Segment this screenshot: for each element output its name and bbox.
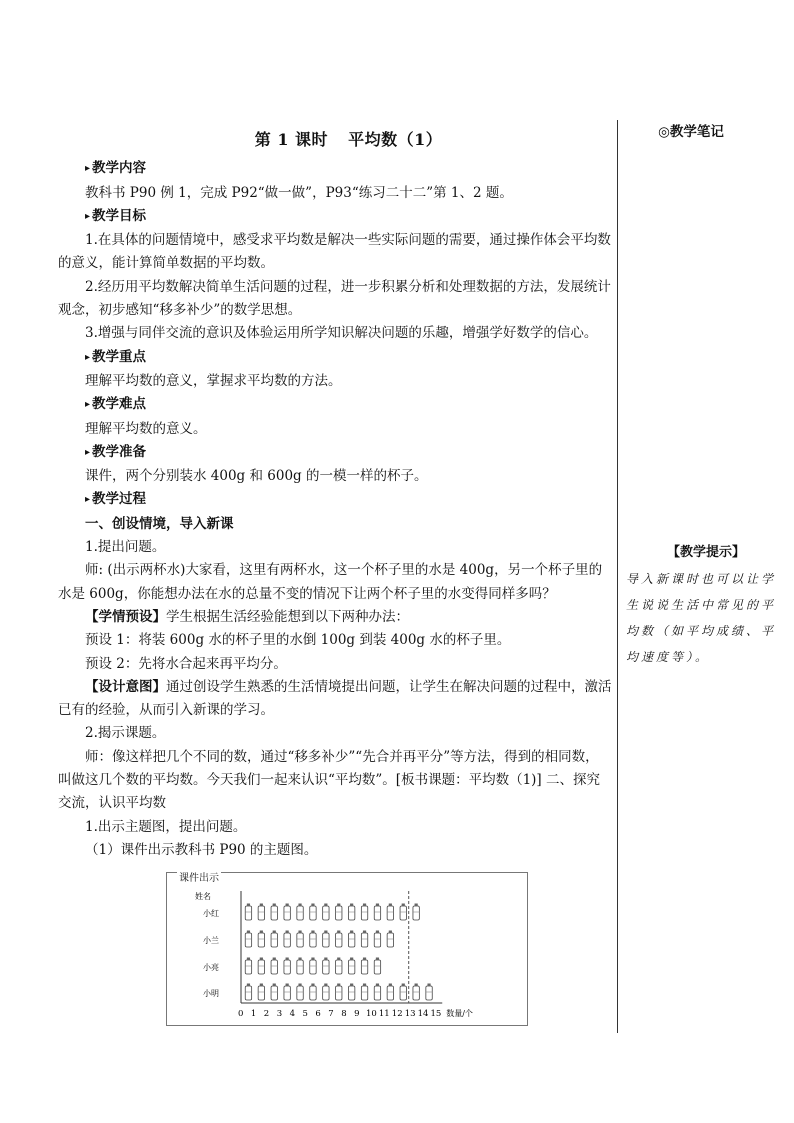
x-tick-label: 7	[328, 1009, 334, 1019]
bottle	[297, 986, 303, 1000]
bottle-cap	[363, 931, 366, 934]
bottle-cap	[389, 904, 392, 907]
bottle-cap	[298, 904, 301, 907]
bottle	[387, 986, 393, 1000]
bottle-cap	[298, 931, 301, 934]
bottle	[400, 986, 406, 1000]
x-tick-label: 15	[430, 1009, 442, 1019]
bottle	[400, 906, 406, 920]
step-courseware: （1）课件出示教科书 P90 的主题图。	[85, 841, 318, 858]
bottle	[258, 933, 264, 947]
key-text: 理解平均数的意义，掌握求平均数的方法。	[85, 372, 342, 389]
bottle	[361, 933, 367, 947]
bottle-cap	[350, 904, 353, 907]
bottle	[271, 933, 277, 947]
lesson-title	[85, 128, 612, 151]
goal-1: 1.在具体的问题情境中，感受求平均数是解决一些实际问题的需要，通过操作体会平均数的意义，能计算简单数据的平均数。	[58, 232, 611, 272]
bottle	[297, 906, 303, 920]
teacher-explanation: 师：像这样把几个不同的数，通过“移多补少”“先合并再平分”等方法，得到的相同数，叫做这几个数的平均数。今天我们一起来认识“平均数”。[板书课题：平均数（1)] 二、探究交流，认识平均数	[58, 748, 600, 812]
category-label: 小兰	[203, 936, 219, 945]
bottle-cap	[273, 958, 276, 961]
x-tick-label: 10	[366, 1009, 377, 1019]
x-tick-label: 9	[354, 1009, 360, 1019]
title-part2: 平均数（1）	[348, 130, 443, 149]
x-tick-label: 11	[378, 1009, 390, 1019]
bottle	[374, 960, 380, 974]
bottle-cap	[260, 904, 263, 907]
y-axis-label: 姓名	[195, 892, 211, 901]
bottle	[271, 986, 277, 1000]
bottle	[374, 986, 380, 1000]
bottle	[361, 986, 367, 1000]
bottle-cap	[376, 958, 379, 961]
bottle-cap	[324, 904, 327, 907]
x-tick-label: 6	[315, 1009, 321, 1019]
bottle-cap	[389, 984, 392, 987]
step-1: 1.提出问题。	[85, 539, 166, 556]
bottle	[361, 906, 367, 920]
bottle-cap	[273, 931, 276, 934]
bottle-cap	[247, 931, 250, 934]
bottle	[323, 986, 329, 1000]
x-axis-label: 数量/个	[446, 1009, 473, 1018]
bottle-cap	[324, 931, 327, 934]
bottle-cap	[286, 958, 289, 961]
bottle-cap	[311, 984, 314, 987]
goal-3: 3.增强与同伴交流的意识及体验运用所学知识解决问题的乐趣，增强学好数学的信心。	[85, 325, 598, 342]
bottle	[323, 933, 329, 947]
bottle	[336, 986, 342, 1000]
bottle-cap	[350, 984, 353, 987]
section-heading-process: ▸ 教学过程	[85, 488, 612, 512]
x-tick-label: 14	[417, 1009, 429, 1019]
content-text: 教科书 P90 例 1，完成 P92“做一做”，P93“练习二十二”第 1、2 题。	[85, 184, 513, 201]
step-reveal: 2.揭示课题。	[85, 725, 166, 742]
bottle	[323, 906, 329, 920]
chart-canvas	[167, 873, 527, 1025]
bottle-cap	[247, 984, 250, 987]
design-intent-text: 通过创设学生熟悉的生活情境提出问题，让学生在解决问题的过程中，激活已有的经验，从而引入新课的学习。	[58, 678, 612, 719]
bottle	[245, 986, 251, 1000]
bottle	[310, 906, 316, 920]
bottle-cap	[324, 958, 327, 961]
bottle-chart	[166, 872, 528, 1026]
bottle-cap	[273, 984, 276, 987]
difficulty-text: 理解平均数的意义。	[85, 420, 207, 437]
bottle	[297, 960, 303, 974]
bottle-cap	[324, 984, 327, 987]
x-tick-label: 13	[404, 1009, 416, 1019]
bottle	[413, 906, 419, 920]
bottle	[387, 933, 393, 947]
x-tick-label: 8	[341, 1009, 347, 1019]
bottle-cap	[350, 958, 353, 961]
bottle	[245, 933, 251, 947]
bottle-cap	[376, 904, 379, 907]
design-intent-tag: 【设计意图】	[85, 678, 166, 695]
bottle	[374, 906, 380, 920]
bottle-cap	[363, 958, 366, 961]
bottle	[310, 933, 316, 947]
bottle-cap	[298, 958, 301, 961]
goal-2: 2.经历用平均数解决简单生活问题的过程，进一步积累分析和处理数据的方法，发展统计观念，初步感知“移多补少”的数学思想。	[58, 278, 611, 319]
section-heading-key: ▸ 教学重点	[85, 346, 612, 370]
bottle	[426, 986, 432, 1000]
bottle	[310, 960, 316, 974]
teaching-notes-label: ◎教学笔记	[658, 124, 724, 140]
bottle-cap	[337, 904, 340, 907]
x-tick-label: 0	[238, 1009, 244, 1019]
bottle-cap	[376, 984, 379, 987]
bottle-cap	[247, 958, 250, 961]
section-heading-content: ▸ 教学内容	[85, 157, 612, 181]
bottle-cap	[247, 904, 250, 907]
bottle-cap	[415, 904, 418, 907]
bottle-cap	[337, 984, 340, 987]
preview-2: 预设 2：先将水合起来再平均分。	[85, 655, 287, 672]
bottle	[374, 933, 380, 947]
bottle-cap	[286, 904, 289, 907]
bottle-cap	[363, 904, 366, 907]
bottle	[387, 906, 393, 920]
bottle	[284, 933, 290, 947]
x-tick-label: 1	[250, 1009, 257, 1019]
bottle	[271, 906, 277, 920]
bottle-cap	[363, 984, 366, 987]
section-heading-difficulty: ▸ 教学难点	[85, 393, 612, 417]
bottle	[284, 960, 290, 974]
x-tick-label: 12	[391, 1009, 403, 1019]
bottle	[271, 960, 277, 974]
step-show-figure: 1.出示主题图，提出问题。	[85, 818, 247, 835]
column-divider	[617, 120, 618, 1033]
bottle	[284, 906, 290, 920]
section-heading-goals: ▸ 教学目标	[85, 205, 612, 229]
x-tick-label: 5	[302, 1009, 308, 1019]
x-tick-label: 3	[276, 1009, 283, 1019]
step-3: 学生根据生活经验能想到以下两种办法：	[166, 608, 409, 625]
bottle	[348, 906, 354, 920]
bottle-cap	[311, 958, 314, 961]
bottle-cap	[260, 984, 263, 987]
preview-1: 预设 1：将装 600g 水的杯子里的水倒 100g 到装 400g 水的杯子里。	[85, 632, 511, 649]
bottle-cap	[376, 931, 379, 934]
bottle	[361, 960, 367, 974]
tip-body: 导入新课时也可以让学生说说生活中常见的平均数（如平均成绩、平均速度等）。	[626, 572, 777, 664]
bottle	[245, 906, 251, 920]
bottle-cap	[260, 958, 263, 961]
bottle-cap	[260, 931, 263, 934]
bottle	[336, 933, 342, 947]
step-2: 师: (出示两杯水)大家看，这里有两杯水，这一个杯子里的水是 400g，另一个杯子里的水是 600g，你能想办法在水的总量不变的情况下让两个杯子里的水变得同样多吗？	[58, 562, 603, 602]
bottle-cap	[402, 904, 405, 907]
bottle	[336, 906, 342, 920]
bottle	[258, 960, 264, 974]
bottle	[413, 986, 419, 1000]
student-preview-tag: 【学情预设】	[85, 608, 166, 625]
preparation-text: 课件，两个分别装水 400g 和 600g 的一模一样的杯子。	[85, 468, 428, 485]
bottle-cap	[337, 958, 340, 961]
tip-title: 【教学提示】	[666, 545, 745, 560]
part1-heading: 一、创设情境，导入新课	[85, 515, 234, 532]
bottle	[245, 960, 251, 974]
bottle-cap	[427, 984, 430, 987]
bottle-cap	[415, 984, 418, 987]
bottle	[348, 960, 354, 974]
category-label: 小红	[203, 909, 219, 918]
bottle-cap	[337, 931, 340, 934]
x-tick-label: 4	[289, 1009, 296, 1019]
bottle-cap	[273, 904, 276, 907]
category-label: 小明	[203, 989, 219, 998]
bottle	[258, 986, 264, 1000]
bottle	[348, 986, 354, 1000]
bottle	[348, 933, 354, 947]
bottle-cap	[311, 904, 314, 907]
x-tick-label: 2	[263, 1009, 270, 1019]
bottle-cap	[402, 984, 405, 987]
bottle-cap	[298, 984, 301, 987]
bottle	[258, 906, 264, 920]
bottle-cap	[286, 984, 289, 987]
bottle-cap	[350, 931, 353, 934]
bottle	[323, 960, 329, 974]
bottle-cap	[311, 931, 314, 934]
bottle	[310, 986, 316, 1000]
bottle-cap	[389, 931, 392, 934]
title-part1: 第 1 课时	[254, 130, 329, 149]
chart-tag: 课件出示	[177, 869, 221, 884]
lesson-body	[58, 128, 612, 862]
bottle-cap	[286, 931, 289, 934]
bottle	[297, 933, 303, 947]
category-label: 小亮	[203, 963, 219, 972]
bottle	[336, 960, 342, 974]
section-heading-preparation: ▸ 教学准备	[85, 441, 612, 465]
bottle	[284, 986, 290, 1000]
